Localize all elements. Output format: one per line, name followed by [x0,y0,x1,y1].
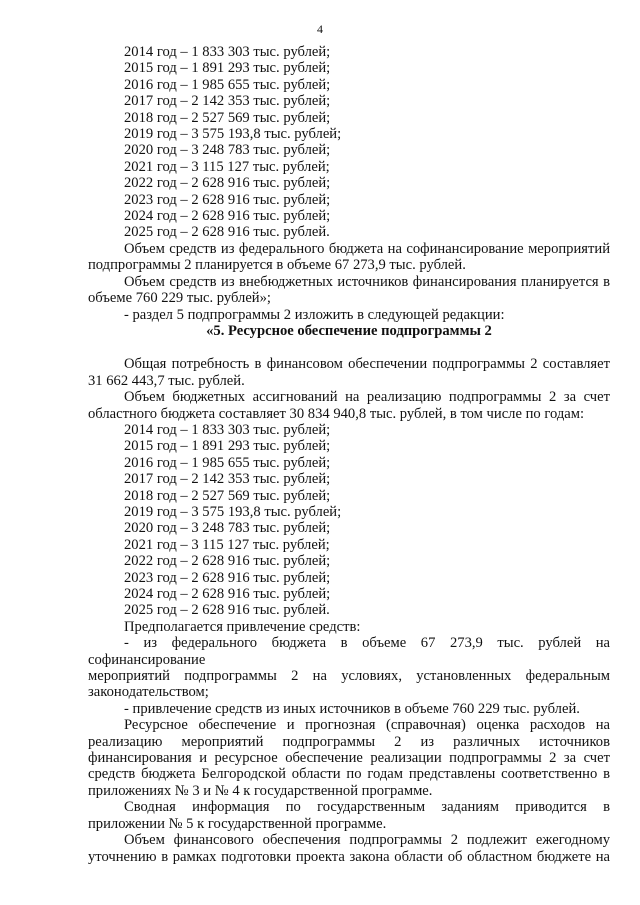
paragraph-federal-funding: Объем средств из федерального бюджета на софинансирование мероприятий подпрограммы 2 планируется в объеме 67 273,9 тыс. рублей. [88,240,610,274]
year-line: 2018 год – 2 527 569 тыс. рублей; [124,487,331,504]
year-line: 2015 год – 1 891 293 тыс. рублей; [124,438,331,455]
section-heading: «5. Ресурсное обеспечение подпрограммы 2 [206,322,492,339]
document-body [88,44,610,865]
year-line: 2017 год – 2 142 353 тыс. рублей; [124,471,331,488]
years-list-2 [88,422,610,619]
page-number: 4 [317,22,323,36]
year-line: 2019 год – 3 575 193,8 тыс. рублей; [124,126,342,143]
year-line: 2015 год – 1 891 293 тыс. рублей; [124,60,331,77]
bullet-federal-line-2: мероприятий подпрограммы 2 на условиях, установленных федеральным [88,668,610,685]
year-line: 2025 год – 2 628 916 тыс. рублей. [124,602,330,619]
bullet-federal-line-3: законодательством; [88,684,209,701]
year-line: 2022 год – 2 628 916 тыс. рублей; [124,175,331,192]
year-line: 2021 год – 3 115 127 тыс. рублей; [124,536,330,553]
year-line: 2024 год – 2 628 916 тыс. рублей; [124,586,331,602]
year-line: 2014 год – 1 833 303 тыс. рублей; [124,421,331,438]
year-line: 2020 год – 3 248 783 тыс. рублей; [124,520,331,537]
years-list-1 [88,44,610,241]
year-line: 2019 год – 3 575 193,8 тыс. рублей; [124,503,342,520]
year-line: 2025 год – 2 628 916 тыс. рублей. [124,224,330,241]
year-line: 2024 год – 2 628 916 тыс. рублей; [124,208,331,225]
year-line: 2016 год – 1 985 655 тыс. рублей; [124,76,331,93]
year-line: 2021 год – 3 115 127 тыс. рублей; [124,158,330,175]
paragraph-annual-update: Объем финансового обеспечения подпрограммы 2 подлежит ежегодному уточнению в рамках подготовки проекта закона области об областном бюджете на [88,832,610,865]
paragraph-state-tasks: Сводная информация по государственным заданиям приводится в приложении № 5 к государственной программе. [88,799,610,832]
year-line: 2016 год – 1 985 655 тыс. рублей; [124,454,331,471]
year-line: 2023 год – 2 628 916 тыс. рублей; [124,191,331,208]
bullet-other-sources: - привлечение средств из иных источников в объеме 760 229 тыс. рублей. [124,700,580,717]
bullet-federal-line-1: - из федерального бюджета в объеме 67 273,9 тыс. рублей на софинансирование [88,635,610,668]
year-line: 2020 год – 3 248 783 тыс. рублей; [124,142,331,159]
paragraph-regional-budget: Объем бюджетных ассигнований на реализацию подпрограммы 2 за счет областного бюджета составляет 30 834 940,8 тыс. рублей, в том числе по годам: [88,389,610,422]
paragraph-attraction: Предполагается привлечение средств: [124,618,361,635]
year-line: 2017 год – 2 142 353 тыс. рублей; [124,93,331,110]
paragraph-extrabudget-funding: Объем средств из внебюджетных источников финансирования планируется в объеме 760 229 тыс. рублей»; [88,273,610,307]
paragraph-total-need: Общая потребность в финансовом обеспечении подпрограммы 2 составляет 31 662 443,7 тыс. рублей. [88,356,610,389]
year-line: 2023 год – 2 628 916 тыс. рублей; [124,569,331,586]
paragraph-resource-estimate: Ресурсное обеспечение и прогнозная (справочная) оценка расходов на реализацию мероприятий подпрограммы 2 из различных источников финансирования и ресурсное обеспечение реализации подпрограммы 2 за счет средств бюджета Белгородской области по годам представлены соответственно в приложениях № 3 и № 4 к государственной программе. [88,717,610,799]
year-line: 2014 год – 1 833 303 тыс. рублей; [124,44,331,60]
paragraph-section5-intro: - раздел 5 подпрограммы 2 изложить в следующей редакции: [124,306,505,323]
year-line: 2022 год – 2 628 916 тыс. рублей; [124,553,331,570]
year-line: 2018 год – 2 527 569 тыс. рублей; [124,109,331,126]
